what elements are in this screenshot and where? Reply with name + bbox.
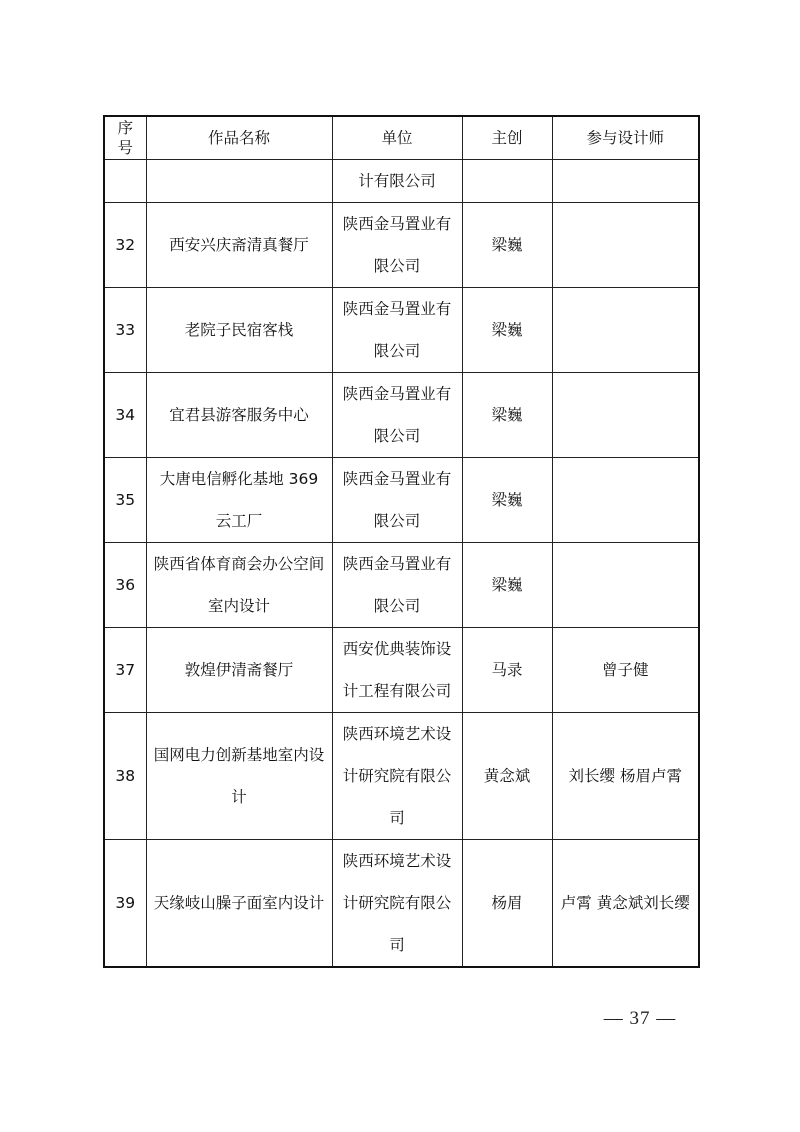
cell-no: 35 [104,458,146,543]
header-lead: 主创 [462,116,552,160]
cell-work: 大唐电信孵化基地 369 云工厂 [146,458,332,543]
header-unit: 单位 [332,116,462,160]
cell-lead: 黄念斌 [462,713,552,840]
cell-designers: 刘长缨 杨眉卢霄 [552,713,699,840]
cell-no: 39 [104,840,146,968]
table-header-row [104,116,699,160]
table-row [104,160,699,203]
cell-unit: 陕西金马置业有限公司 [332,543,462,628]
awards-table [103,115,700,968]
cell-work: 宜君县游客服务中心 [146,373,332,458]
cell-work: 敦煌伊清斋餐厅 [146,628,332,713]
cell-designers: 曾子健 [552,628,699,713]
cell-designers [552,160,699,203]
header-work: 作品名称 [146,116,332,160]
cell-work: 老院子民宿客栈 [146,288,332,373]
table-row [104,628,699,713]
cell-lead [462,160,552,203]
cell-no [104,160,146,203]
cell-designers [552,288,699,373]
table-row [104,713,699,840]
cell-unit: 陕西金马置业有限公司 [332,288,462,373]
header-designers: 参与设计师 [552,116,699,160]
cell-lead: 梁巍 [462,543,552,628]
cell-work: 陕西省体育商会办公空间室内设计 [146,543,332,628]
cell-no: 37 [104,628,146,713]
cell-no: 34 [104,373,146,458]
cell-unit: 陕西金马置业有限公司 [332,458,462,543]
cell-work [146,160,332,203]
cell-work: 西安兴庆斋清真餐厅 [146,203,332,288]
cell-unit: 陕西环境艺术设计研究院有限公司 [332,713,462,840]
cell-designers [552,543,699,628]
table-row [104,840,699,968]
cell-designers: 卢霄 黄念斌刘长缨 [552,840,699,968]
cell-no: 32 [104,203,146,288]
cell-no: 33 [104,288,146,373]
table-row [104,203,699,288]
cell-unit: 西安优典装饰设计工程有限公司 [332,628,462,713]
page-number: — 37 — [603,1008,677,1029]
cell-designers [552,373,699,458]
table-row [104,288,699,373]
cell-unit: 陕西环境艺术设计研究院有限公司 [332,840,462,968]
cell-no: 38 [104,713,146,840]
cell-unit: 陕西金马置业有限公司 [332,373,462,458]
cell-lead: 马录 [462,628,552,713]
cell-lead: 梁巍 [462,458,552,543]
table-row [104,373,699,458]
cell-unit: 陕西金马置业有限公司 [332,203,462,288]
cell-unit: 计有限公司 [332,160,462,203]
cell-designers [552,203,699,288]
header-no: 序号 [104,116,146,160]
cell-lead: 梁巍 [462,373,552,458]
cell-lead: 梁巍 [462,288,552,373]
cell-lead: 杨眉 [462,840,552,968]
cell-lead: 梁巍 [462,203,552,288]
cell-designers [552,458,699,543]
table-row [104,543,699,628]
table-row [104,458,699,543]
cell-work: 国网电力创新基地室内设计 [146,713,332,840]
cell-no: 36 [104,543,146,628]
cell-work: 天缘岐山臊子面室内设计 [146,840,332,968]
